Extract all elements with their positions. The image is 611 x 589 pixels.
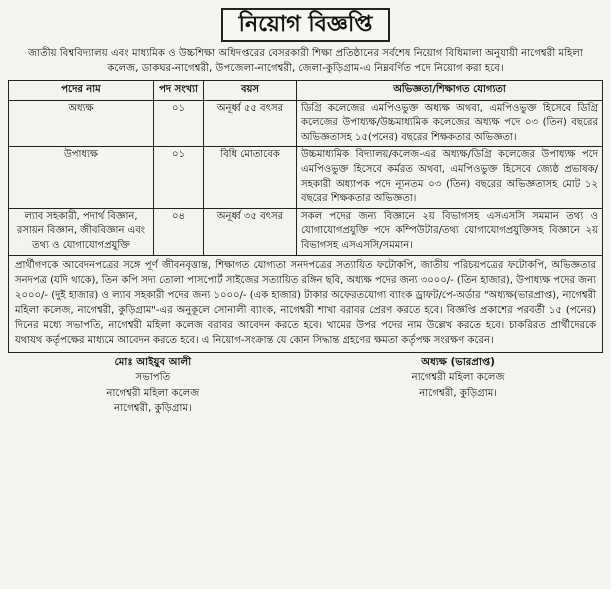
application-instructions: প্রার্থীগণকে আবেদনপত্রের সঙ্গে পূর্ণ জীবনবৃত্তান্ত, শিক্ষাগত যোগ্যতা সনদপত্রের সত্যায়িত ফটোকপি, জাতীয় পরিচয়পত্রের ফটোকপি, অভিজ্ঞতার সনদপত্র (যদি থাকে), তিন কপি সদ্য তোলা পাসপোর্ট সাইজের সত্যায়িত রঙ্গিন ছবি, অধ্যক্ষ পদের জন্য ৩০০০/- (তিন হাজার), উপাধ্যক্ষ পদের জন্য ২০০০/- (দুই হাজার) ও ল্যাব সহকারী পদের জন্য ১০০০/- (এক হাজার) টাকার অফেরতযোগ্য ব্যাংক ড্রাফট/পে-অর্ডার "অধ্যক্ষ(ভারপ্রাপ্ত), নাগেশ্বরী মহিলা কলেজ, নাগেশ্বরী, কুড়িগ্রাম"-এর অনুকূলে সোনালী ব্যাংক, নাগেশ্বরী শাখা বরাবর প্রেরণ করতে হবে। বিজ্ঞপ্তি প্রকাশের পরবর্তী ১৫ (পনের) দিনের মধ্যে সভাপতি, নাগেশ্বরী মহিলা কলেজ বরাবর আবেদন করতে হবে। খামের উপর পদের নাম উল্লেখ করতে হবে। চাকরিরত প্রার্থীদেরকে যথাযথ কর্তৃপক্ষের মাধ্যমে আবেদন করতে হবে। এ নিয়োগ-সংক্রান্ত যে কোন সিদ্ধান্ত গ্রহণের ক্ষমতা কর্তৃপক্ষ সংরক্ষণ করেন।	[8, 256, 603, 353]
signatory-place: নাগেশ্বরী, কুড়িগ্রাম।	[419, 387, 498, 399]
signatory-place: নাগেশ্বরী, কুড়িগ্রাম।	[113, 403, 192, 415]
signatory-role: সভাপতি	[135, 372, 171, 384]
header-post-count: পদ সংখ্যা	[154, 81, 204, 101]
intro-paragraph: জাতীয় বিশ্ববিদ্যালয় এবং মাধ্যমিক ও উচ্চশিক্ষা অধিদপ্তরের বেসরকারী শিক্ষা প্রতিষ্ঠানের সর্বশেষ নিয়োগ বিধিমালা অনুযায়ী নাগেশ্বরী মহিলা কলেজ, ডাকঘর-নাগেশ্বরী, উপজেলা-নাগেশ্বরী, জেলা-কুড়িগ্রাম-এ নিম্নবর্ণিত পদে নিয়োগ করা হবে।	[28, 48, 583, 74]
age-cell: বিধি মোতাবেক	[204, 147, 297, 208]
signature-left	[12, 355, 294, 417]
header-qualification: অভিজ্ঞতা/শিক্ষাগত যোগ্যতা	[297, 81, 603, 101]
age-cell: অনূর্ধ্ব ৩৫ বৎসর	[204, 208, 297, 255]
qualification-cell: সকল পদের জন্য বিজ্ঞানে ২য় বিভাগসহ এসএসসি সমমান তথ্য ও যোগাযোগপ্রযুক্তি পদে কম্পিউটার/তথ্য যোগাযোগপ্রযুক্তিসহ বিজ্ঞানে ২য় বিভাগসহ এসএসসি/সমমান।	[297, 208, 603, 255]
table-header-row	[9, 81, 603, 101]
table-row	[9, 100, 603, 147]
table-row	[9, 147, 603, 208]
post-count-cell: ০৪	[154, 208, 204, 255]
qualification-cell: ডিগ্রি কলেজের এমপিওভুক্ত অধ্যক্ষ অথবা, এমপিওভুক্ত হিসেবে ডিগ্রি কলেজের উপাধ্যক্ষ/উচ্চমাধ্যমিক কলেজের অধ্যক্ষ পদে ০৩ (তিন) বছরের অভিজ্ঞতাসহ ১৫(পনের) বছরের শিক্ষকতার অভিজ্ঞতা।	[297, 100, 603, 147]
post-name-cell: অধ্যক্ষ	[9, 100, 154, 147]
posts-table	[8, 80, 603, 256]
post-name-cell: ল্যাব সহকারী, পদার্থ বিজ্ঞান, রসায়ন বিজ্ঞান, জীববিজ্ঞান এবং তথ্য ও যোগাযোগপ্রযুক্তি	[9, 208, 154, 255]
post-name-cell: উপাধ্যক্ষ	[9, 147, 154, 208]
header-post-name: পদের নাম	[9, 81, 154, 101]
header-age: বয়স	[204, 81, 297, 101]
title-wrap	[8, 8, 603, 42]
post-count-cell: ০১	[154, 147, 204, 208]
notice-title: নিয়োগ বিজ্ঞপ্তি	[221, 8, 391, 42]
signature-row	[8, 355, 603, 417]
table-row	[9, 208, 603, 255]
post-count-cell: ০১	[154, 100, 204, 147]
signature-right	[317, 355, 599, 417]
signatory-name: মোঃ আইয়ুব আলী	[114, 356, 192, 368]
qualification-cell: উচ্চমাধ্যমিক বিদ্যালয়/কলেজ-এর অধ্যক্ষ/ডিগ্রি কলেজের উপাধ্যক্ষ পদে এমপিওভুক্ত হিসেবে কর্মরত অথবা, এমপিওভুক্ত হিসেবে জ্যেষ্ঠ প্রভাষক/সহকারী অধ্যাপক পদে ন্যূনতম ০৩ (তিন) বছরের অভিজ্ঞতাসহ মোট ১২ বছরের শিক্ষকতার অভিজ্ঞতা।	[297, 147, 603, 208]
signatory-org: নাগেশ্বরী মহিলা কলেজ	[106, 387, 200, 399]
age-cell: অনূর্ধ্ব ৫৫ বৎসর	[204, 100, 297, 147]
signatory-org: নাগেশ্বরী মহিলা কলেজ	[411, 372, 505, 384]
signatory-title: অধ্যক্ষ (ভারপ্রাপ্ত)	[421, 356, 495, 368]
